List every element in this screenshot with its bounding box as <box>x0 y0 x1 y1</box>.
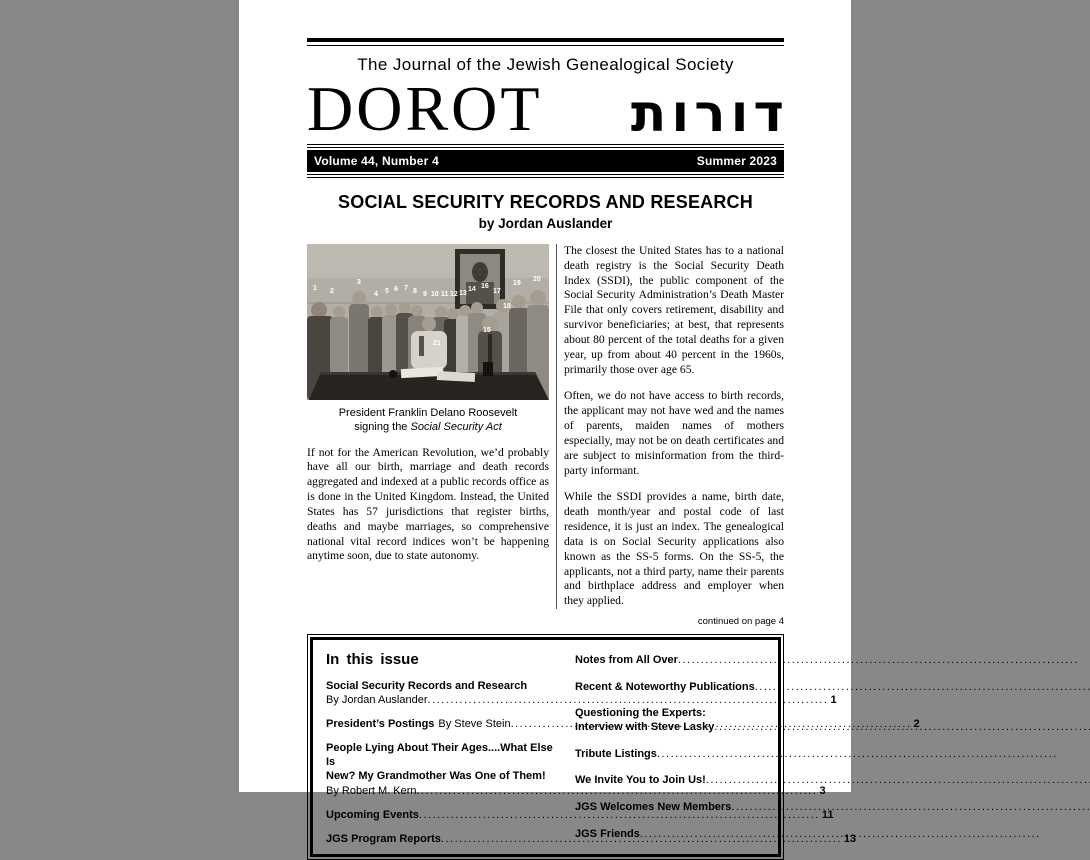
toc-page-number: 1 <box>830 694 837 707</box>
photo-overlay-number: 17 <box>493 288 501 295</box>
dot-leader <box>640 827 1090 841</box>
toc-entry-title: Social Security Records and Research <box>326 680 528 693</box>
wall-portrait <box>455 249 505 309</box>
dot-leader <box>706 773 1090 787</box>
toc-entry-title: JGS Program Reports <box>326 832 441 845</box>
photo-overlay-number: 20 <box>533 276 541 283</box>
toc-entry-jgs-friends <box>575 827 1090 841</box>
dot-leader <box>731 800 1090 814</box>
article-title: SOCIAL SECURITY RECORDS AND RESEARCH <box>338 192 753 212</box>
dot-leader <box>755 680 1090 694</box>
masthead <box>307 73 789 145</box>
left-column-paragraph: If not for the American Revolution, we’d probably have all our birth, marriage and death records aggregated and indexed at a public records office as is done in the United Kingdom. Instead, the United States has 57 jurisdictions that register births, deaths and maybe marriages, so comprehensive national vital record indices won’t be happening anytime soon, due to state autonomy. <box>307 445 549 563</box>
photo-overlay-number: 11 <box>441 291 449 298</box>
toc-entry-title: Interview with Steve Lasky <box>575 721 715 734</box>
photo-overlay-number: 4 <box>374 291 378 298</box>
fdr-signing-photo <box>307 244 549 400</box>
toc-entry-notes <box>575 653 1090 667</box>
journal-cover-page <box>239 0 920 845</box>
masthead-title-latin: DOROT <box>307 73 543 145</box>
article-byline: by Jordan Auslander <box>478 216 613 231</box>
article-columns <box>307 244 784 609</box>
toc-entry-author: By Robert M. Kern <box>326 784 417 797</box>
volume-label: Volume 44, Number 4 <box>314 154 439 168</box>
photo-caption <box>307 406 549 435</box>
photo-overlay-number: 18 <box>503 303 511 310</box>
toc-entry-title: People Lying About Their Ages....What Else Is <box>326 742 553 769</box>
right-paragraph-1: The closest the United States has to a national death registry is the Social Security Death Index (SSDI), the public component of the Social Security Administration’s Death Master File that only covers retirement, disability and survivor beneficiaries; at best, that represents about 80 percent of the total deaths for a given year, up from about 40 percent in the 1960s, primarily those over age 65. <box>564 244 784 376</box>
toc-entry-upcoming-events <box>326 808 834 822</box>
photo-overlay-number: 21 <box>433 340 441 347</box>
photo-overlay-number: 16 <box>481 283 489 290</box>
photo-overlay-number: 7 <box>404 285 408 292</box>
issue-label: Summer 2023 <box>696 154 777 168</box>
photo-caption-line1: President Franklin Delano Roosevelt <box>338 407 518 419</box>
right-paragraph-3: While the SSDI provides a name, birth date, death month/year and postal code of last residence, it is just an index. The genealogical data is on Social Security applications also known as the SS-5 forms. On the SS-5, the applicants, not a third party, name their parents and birthplace address and employer when they applied. <box>564 490 784 608</box>
toc-entry-title: JGS Welcomes New Members <box>575 801 732 814</box>
photo-overlay-number: 8 <box>413 288 417 295</box>
photo-overlay-number: 10 <box>431 291 439 298</box>
top-rule <box>307 38 784 46</box>
photo-overlay-number: 19 <box>513 280 521 287</box>
toc-entry-questioning-experts <box>575 706 1090 734</box>
toc-page-number: 2 <box>913 718 920 731</box>
toc-entry-new-members <box>575 800 1090 814</box>
toc-entry-title: Upcoming Events <box>326 808 419 821</box>
toc-right-column <box>575 651 1090 846</box>
toc-entry-author: By Steve Stein <box>438 718 511 731</box>
toc-entry-title: Questioning the Experts: <box>575 707 706 720</box>
photo-overlay-number: 5 <box>385 288 389 295</box>
rule-above-volume-bar <box>307 144 784 148</box>
toc-page-number: 3 <box>819 784 826 797</box>
photo-overlay-number: 9 <box>423 291 427 298</box>
photo-overlay-number: 1 <box>313 285 317 292</box>
toc-page-number: 13 <box>843 832 857 845</box>
left-column <box>307 244 549 609</box>
toc-entry-title: We Invite You to Join Us! <box>575 774 706 787</box>
photo-overlay-number: 12 <box>450 291 458 298</box>
toc-entry-title: President’s Postings <box>326 718 435 731</box>
journal-subtitle: The Journal of the Jewish Genealogical Society <box>357 55 734 74</box>
toc-entry-title: Recent & Noteworthy Publications <box>575 680 755 693</box>
masthead-title-hebrew: דורות <box>630 83 789 144</box>
volume-bar <box>307 150 784 172</box>
toc-page-number: 11 <box>821 808 834 821</box>
dot-leader <box>657 747 1090 761</box>
toc-entry-join-us <box>575 773 1090 787</box>
photo-overlay-number: 13 <box>459 290 467 297</box>
right-column <box>564 244 784 609</box>
right-paragraph-2: Often, we do not have access to birth records, the applicant may not have wed and the names of parents, maiden names of mothers especially, may not be on death certificates and are subject to misinformation from the third-party informant. <box>564 389 784 477</box>
photo-caption-line2: signing the Social Security Act <box>354 421 502 434</box>
toc-entry-title: JGS Friends <box>575 827 640 840</box>
rule-below-volume-bar <box>307 174 784 178</box>
toc-entry-tribute-listings <box>575 747 1090 761</box>
toc-heading: In this issue <box>326 651 419 669</box>
dot-leader <box>678 653 1090 667</box>
photo-overlay-number: 2 <box>330 288 334 295</box>
photo-overlay-number: 14 <box>468 286 476 293</box>
toc-entry-publications <box>575 680 1090 694</box>
toc-entry-title: Notes from All Over <box>575 654 678 667</box>
dot-leader <box>714 720 1090 734</box>
photo-overlay-number: 6 <box>394 286 398 293</box>
toc-box <box>307 634 920 860</box>
toc-entry-title: New? My Grandmother Was One of Them! <box>326 770 546 783</box>
photo-overlay-number: 15 <box>483 327 491 334</box>
continued-note: continued on page 4 <box>697 616 784 628</box>
photo-overlay-number: 3 <box>357 279 361 286</box>
toc-entry-title: Tribute Listings <box>575 747 657 760</box>
toc-entry-author: By Jordan Auslander <box>326 694 428 707</box>
column-divider <box>556 244 557 609</box>
